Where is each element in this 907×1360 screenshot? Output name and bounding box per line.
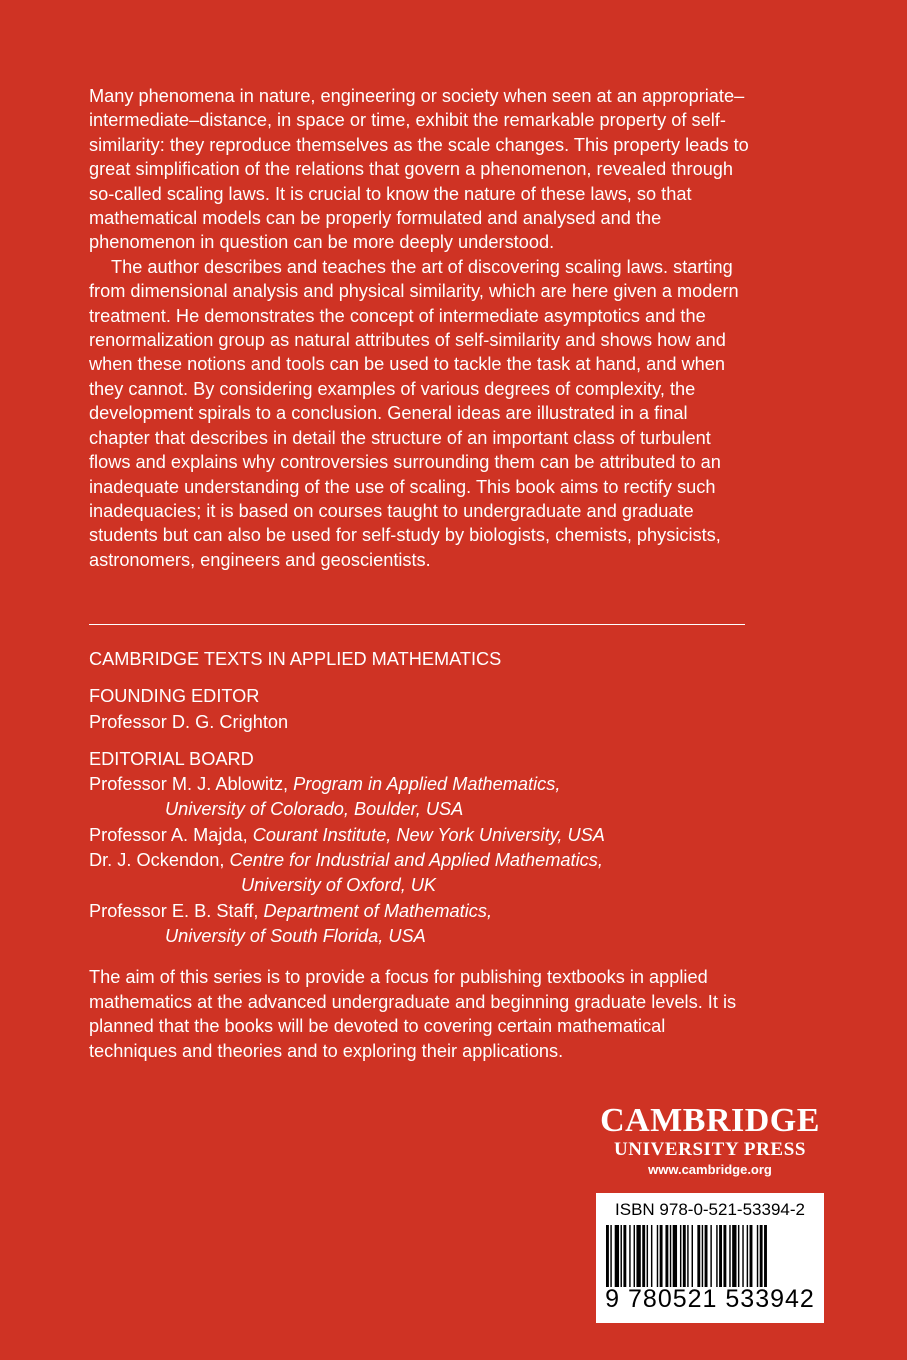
board-member — [89, 848, 789, 873]
barcode-bar — [651, 1225, 652, 1287]
editorial-board-block — [89, 747, 789, 949]
barcode-bar — [673, 1225, 677, 1287]
board-member — [89, 823, 789, 848]
barcode-bar — [760, 1225, 763, 1287]
barcode-bar — [660, 1225, 663, 1287]
barcode-bar — [710, 1225, 711, 1287]
series-information — [89, 647, 789, 949]
founding-editor-name: Professor D. G. Crighton — [89, 711, 289, 732]
barcode-bar — [687, 1225, 688, 1287]
barcode-bar — [738, 1225, 739, 1287]
board-member-name: Professor M. J. Ablowitz, — [89, 774, 294, 795]
barcode-bar — [750, 1225, 753, 1287]
board-member-name: Professor A. Majda, — [89, 824, 253, 845]
divider-rule — [89, 624, 745, 625]
barcode-bar — [629, 1225, 630, 1287]
barcode-bar — [623, 1225, 626, 1287]
series-title: CAMBRIDGE TEXTS IN APPLIED MATHEMATICS — [89, 649, 502, 669]
isbn-barcode — [596, 1193, 824, 1323]
barcode-bar — [683, 1225, 686, 1287]
barcode-bar — [657, 1225, 658, 1287]
barcode-bar — [634, 1225, 635, 1287]
barcode-bar — [697, 1225, 700, 1287]
founding-editor-heading: FOUNDING EDITOR — [89, 686, 260, 707]
publisher-logo — [594, 1103, 826, 1179]
isbn-label: ISBN 978-0-521-53394-2 — [615, 1200, 805, 1219]
board-member — [89, 899, 789, 924]
barcode-bar — [665, 1225, 668, 1287]
board-member-affiliation-cont: University of Oxford, UK — [241, 875, 437, 896]
barcode-bar — [729, 1225, 730, 1287]
barcode-bar — [670, 1225, 671, 1287]
barcode-bar — [692, 1225, 693, 1287]
barcode-bar — [647, 1225, 648, 1287]
barcode-digits: 9 780521 533942 — [605, 1285, 815, 1313]
board-member-name: Professor E. B. Staff, — [89, 900, 264, 921]
barcode-bar — [723, 1225, 726, 1287]
series-aim-text: The aim of this series is to provide a focus for publishing textbooks in applied mathematics at the advanced undergraduate and beginning graduate levels. It is planned that the books will be devoted to covering certain mathematical techniques and theories and to exploring their applications. — [89, 967, 737, 1061]
publisher-url: www.cambridge.org — [648, 1162, 772, 1177]
board-member — [89, 772, 789, 797]
barcode-bar — [636, 1225, 640, 1287]
board-member-name: Dr. J. Ockendon, — [89, 850, 230, 871]
board-member-affiliation: Courant Institute, New York University, USA — [252, 824, 605, 845]
board-member-affiliation-cont: University of South Florida, USA — [165, 925, 426, 946]
editorial-board-heading: EDITORIAL BOARD — [89, 748, 254, 769]
barcode-bar — [732, 1225, 736, 1287]
blurb-paragraph-2: The author describes and teaches the art of discovering scaling laws. starting from dimensional analysis and physical similarity, which are here given a modern treatment. He demonstrates the concept of intermediate asymptotics and the renormalization group as natural attributes of self-similarity and shows how and when these notions and tools can be used to tackle the task at hand, and when they cannot. By considering examples of various degrees of complexity, the development spirals to a conclusion. General ideas are illustrated in a final chapter that describes in detail the structure of an important class of turbulent flows and explains why controversies surrounding them can be attributed to an inadequate understanding of the use of scaling. This book aims to rectify such inadequacies; it is based on courses taught to undergraduate and graduate students but can also be used for self-study by biologists, chemists, physicists, astronomers, engineers and geoscientists. — [89, 256, 739, 570]
barcode-bar — [621, 1225, 622, 1287]
barcode-bar — [716, 1225, 717, 1287]
barcode-bar — [742, 1225, 743, 1287]
publisher-name: CAMBRIDGE — [600, 1102, 820, 1139]
founding-editor-block — [89, 684, 789, 735]
barcode-bar — [680, 1225, 681, 1287]
barcode-bar — [702, 1225, 703, 1287]
barcode-bar — [719, 1225, 722, 1287]
barcode-bars — [604, 1225, 816, 1287]
back-cover-blurb — [89, 84, 749, 572]
board-member-affiliation-cont: University of Colorado, Boulder, USA — [165, 799, 464, 820]
blurb-paragraph-1: Many phenomena in nature, engineering or society when seen at an appropriate–intermediate–distance, in space or time, exhibit the remarkable property of self-similarity: they reproduce themselves as the scale changes. This property leads to great simplification of the relations that govern a phenomenon, revealed through so-called scaling laws. It is crucial to know the nature of these laws, so that mathematical models can be properly formulated and analysed and the phenomenon in question can be more deeply understood. — [89, 86, 749, 253]
barcode-bar — [642, 1225, 645, 1287]
board-member-affiliation: Program in Applied Mathematics, — [293, 774, 561, 795]
barcode-bar — [606, 1225, 609, 1287]
barcode-bar — [747, 1225, 748, 1287]
publisher-subtitle: UNIVERSITY PRESS — [613, 1139, 807, 1160]
barcode-bar — [757, 1225, 758, 1287]
barcode-bar — [764, 1225, 767, 1287]
barcode-bar — [610, 1225, 611, 1287]
board-member-affiliation: Centre for Industrial and Applied Mathematics, — [229, 850, 603, 871]
series-aim — [89, 965, 749, 1063]
barcode-bar — [705, 1225, 708, 1287]
board-member-affiliation: Department of Mathematics, — [263, 900, 492, 921]
barcode-bar — [615, 1225, 619, 1287]
